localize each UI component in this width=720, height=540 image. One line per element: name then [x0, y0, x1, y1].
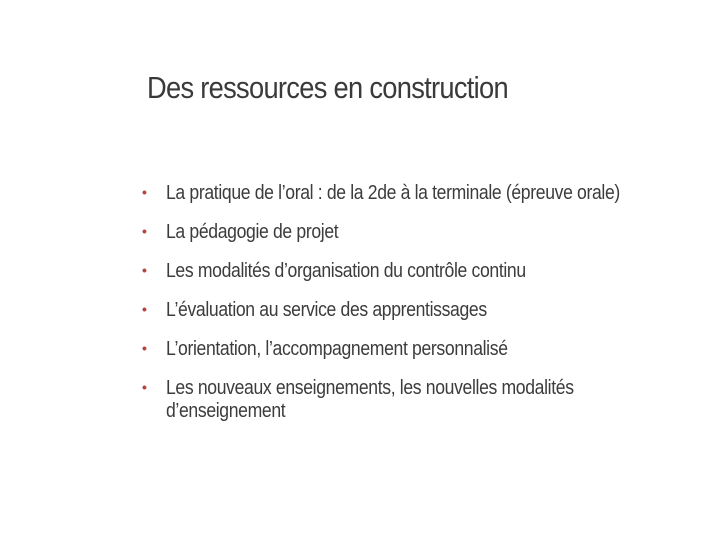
bullet-text: La pratique de l’oral : de la 2de à la terminale (épreuve orale) — [166, 182, 620, 204]
list-item — [142, 260, 702, 283]
list-item — [142, 299, 702, 322]
bullet-text: L’évaluation au service des apprentissages — [166, 299, 487, 321]
bullet-text: L’orientation, l’accompagnement personnalisé — [166, 338, 508, 360]
bullet-text: La pédagogie de projet — [166, 221, 339, 243]
bullet-icon: • — [142, 301, 147, 317]
bullet-icon: • — [142, 340, 147, 356]
bullet-list — [142, 182, 702, 439]
bullet-text: Les nouveaux enseignements, les nouvelles modalités d’enseignement — [166, 377, 574, 422]
list-item — [142, 221, 702, 244]
bullet-text: Les modalités d’organisation du contrôle continu — [166, 260, 526, 282]
bullet-icon: • — [142, 184, 147, 200]
slide-title: Des ressources en construction — [147, 70, 508, 105]
list-item — [142, 182, 702, 205]
list-item — [142, 377, 702, 423]
bullet-icon: • — [142, 223, 147, 239]
bullet-icon: • — [142, 262, 147, 278]
bullet-icon: • — [142, 379, 147, 395]
list-item — [142, 338, 702, 361]
